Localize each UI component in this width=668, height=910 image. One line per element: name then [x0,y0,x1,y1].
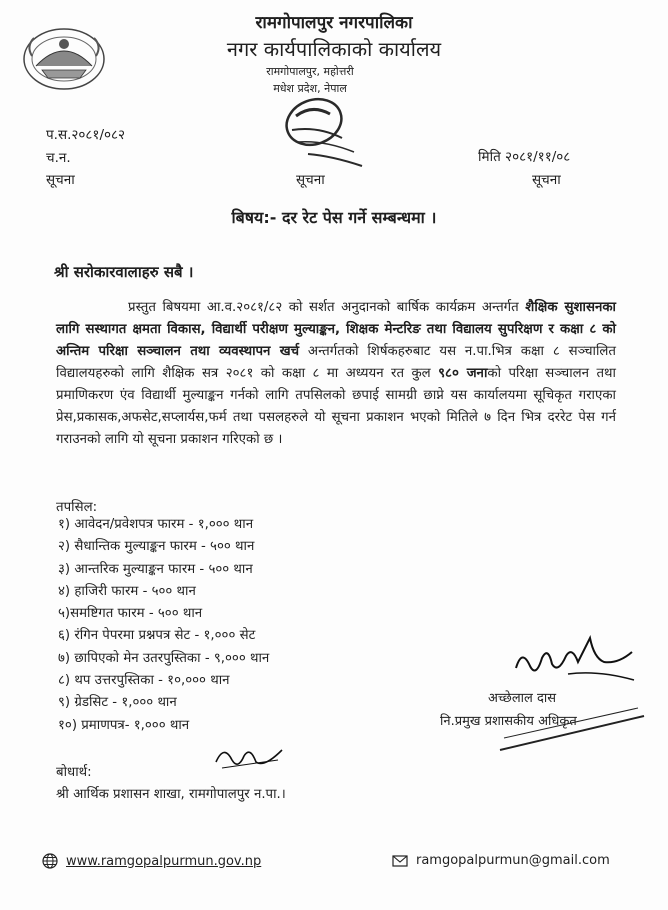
body-text-1: प्रस्तुत बिषयमा आ.व.२०८१/८२ को सर्शत अनुदानको बार्षिक कार्यक्रम अन्तर्गत [128,300,526,315]
notice-body [56,297,616,451]
notice-label-right: सूचना [532,172,561,188]
salutation: श्री सरोकारवालाहरु सबै । [54,263,194,281]
signatory-name: अच्छेलाल दास [488,691,557,706]
body-bold-1: शैक्षिक सुशासनका लागि सस्थागत क्षमता विकास, विद्यार्थी परीक्षण मुल्याङ्कन, शिक्षक मेन्टरिङ तथा विद्यालय सुपरिक्षण र कक्षा ८ को अन्तिम परिक्षा सञ्चालन तथा व्यवस्थापन खर्च [56,300,616,359]
cc-label: बोधार्थ: [56,765,92,780]
initial-signature-icon [212,740,286,774]
list-item: ६) रंगिन पेपरमा प्रश्नपत्र सेट - १,००० सेट [58,628,256,644]
list-item: ७) छापिएको मेन उतरपुस्तिका - ९,००० थान [58,650,270,666]
list-item: ८) थप उत्तरपुस्तिका - १०,००० थान [58,673,230,689]
body-text-2: अन्तर्गतको शिर्षकहरुबाट यस न.पा.भित्र कक्षा ८ सञ्चालित विद्यालयहरुको लागि शैक्षिक सत्र २०८१ को कक्षा ८ मा अध्ययन रत कुल [56,344,616,381]
globe-icon [42,853,58,869]
subject-line: बिषय:- दर रेट पेस गर्ने सम्बन्धमा । [231,208,437,227]
address-line-1: रामगोपालपुर, महोत्तरी [266,65,354,78]
dispatch-number: च.न. [46,150,71,166]
body-text-3: को परिक्षा सञ्चालन तथा प्रमाणिकरण एंव विद्यार्थी मुल्याङ्कन गर्नको लागि तपसिलको छपाई सामग्री छाप्ने यस कार्यालयमा सूचिकृत गराएका प्रेस,प्रकासक,अफसेट,सप्लार्यस,फर्म तथा पसलहरुले यो सूचना प्रकाशन भएको मितिले ७ दिन भित्र दररेट पेस गर्न गराउनको लागि यो सूचना प्रकाशन गरिएको छ । [56,366,617,447]
signature-icon [508,628,638,692]
office-name: नगर कार्यपालिकाको कार्यालय [226,37,442,61]
list-item: ५)समष्टिगत फारम - ५०० थान [58,606,203,622]
office-stamp-icon [262,86,382,176]
envelope-icon [392,855,408,867]
notice-label-mid: सूचना [296,172,325,188]
details-label: तपसिल: [56,500,98,515]
reference-number: प.स.२०८१/०८२ [46,127,126,143]
cc-recipient: श्री आर्थिक प्रशासन शाखा, रामगोपालपुर न.पा.। [56,787,286,802]
list-item: २) सैधान्तिक मुल्याङ्कन फारम - ५०० थान [58,539,255,555]
details-list [58,514,269,737]
notice-label-left: सूचना [46,172,75,188]
list-item: १०) प्रमाणपत्र- १,००० थान [58,717,190,733]
footer-website [42,853,261,869]
list-item: १) आवेदन/प्रवेशपत्र फारम - १,००० थान [58,517,254,532]
list-item: ४) हाजिरी फारम - ५०० थान [58,583,196,599]
organization-name: रामगोपालपुर नगरपालिका [255,13,413,33]
list-item: ३) आन्तरिक मुल्याङ्कन फारम - ५०० थान [58,561,253,577]
website-link[interactable]: www.ramgopalpurmun.gov.np [66,853,262,869]
footer-email [392,853,610,868]
signatory-title: नि.प्रमुख प्रशासकीय अधिकृत [440,714,577,729]
designation-stamp-icon [498,704,648,756]
body-bold-2: ९८० जना [438,366,488,381]
email-address[interactable]: ramgopalpurmun@gmail.com [416,853,610,868]
address-line-2: मधेश प्रदेश, नेपाल [273,82,347,95]
notice-date: मिति २०८१/११/०८ [478,149,571,165]
list-item: ९) ग्रेडसिट - १,००० थान [58,695,177,711]
